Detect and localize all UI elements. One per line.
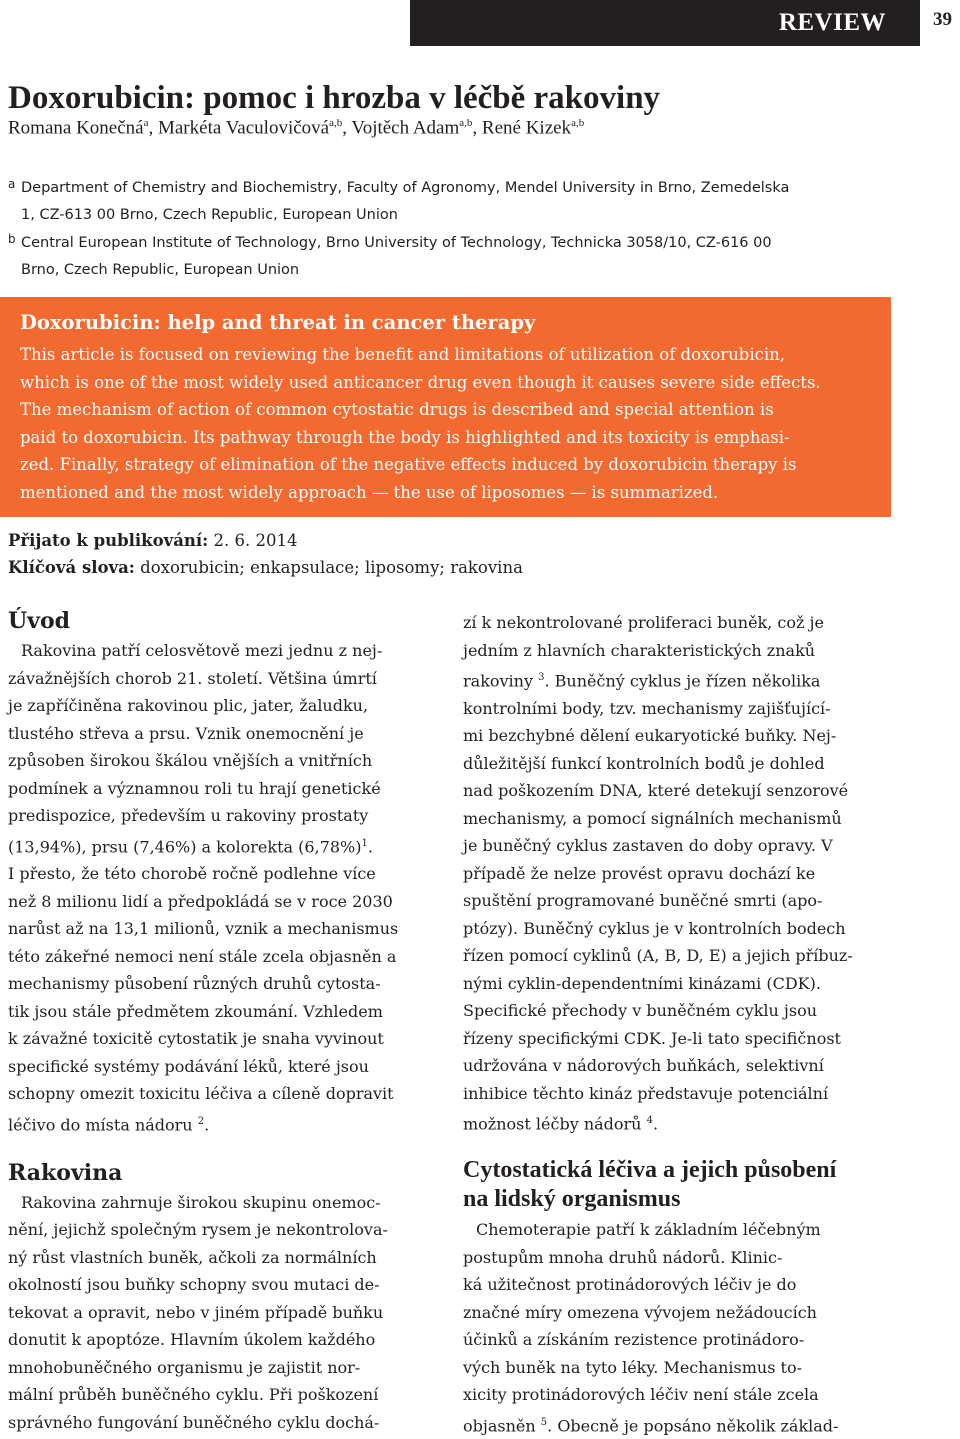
body-line: způsoben širokou škálou vnějších a vnitřních (8, 751, 373, 770)
body-line: řízen pomocí cyklinů (A, B, D, E) a jejich příbuz- (463, 946, 853, 966)
accepted-label: Přijato k publikování: (8, 531, 209, 550)
abstract-line: paid to doxorubicin. Its pathway through the body is highlighted and its toxicity is emphasi- (20, 427, 790, 447)
body-line: inhibice těchto kináz představuje potenciální (463, 1083, 829, 1103)
citation-ref: 5 (540, 1416, 548, 1428)
body-line: jedním z hlavních charakteristických znaků (463, 640, 816, 660)
body-line: značné míry omezena vývojem nežádoucích (463, 1302, 817, 1322)
author-affiliation-mark: a,b (571, 117, 585, 129)
author-name: Romana Konečná (8, 117, 144, 139)
body-line: (13,94%), prsu (7,46%) a kolorekta (6,78%) (8, 836, 362, 856)
author-affiliation-mark: a,b (459, 117, 473, 129)
section-heading-cytostatika (463, 1156, 891, 1214)
section-header-bar (410, 0, 920, 46)
body-line: vých buněk na tyto léky. Mechanismus to- (463, 1357, 802, 1377)
body-line: je buněčný cyklus zastaven do doby opravy. V (463, 836, 833, 856)
body-line: nými cyklin-dependentními kinázami (CDK). (463, 973, 821, 993)
body-line: tlustého střeva a prsu. Vznik onemocnění je (8, 723, 364, 743)
body-line: podmínek a významnou roli tu hrají genetické (8, 778, 381, 798)
body-line: mi bezchybné dělení eukaryotické buňky. Nej- (463, 726, 837, 746)
body-line: správného fungování buněčného cyklu dochá- (8, 1412, 380, 1432)
body-line: účinků a získáním rezistence protinádoro- (463, 1330, 805, 1350)
body-line: donutit k apoptóze. Hlavním úkolem každého (8, 1330, 376, 1350)
body-line: rakoviny (463, 671, 534, 691)
body-line: tekovat a opravit, nebo v jiném případě buňku (8, 1302, 384, 1322)
section-heading-rakovina: Rakovina (8, 1159, 123, 1186)
citation-ref: 1 (361, 837, 368, 849)
body-text-tail: . (204, 1115, 210, 1135)
author-list: Romana Konečná$^a$, Markéta Vaculovičová$^{a,b}$, Vojtěch Adam$^{a,b}$, René Kizek$^{a,b}$ (8, 117, 585, 139)
accepted-date: 2. 6. 2014 (213, 531, 298, 550)
body-line: ptózy). Buněčný cyklus je v kontrolních bodech (463, 918, 846, 938)
body-line: I přesto, že této chorobě ročně podlehne více (8, 864, 376, 884)
affiliation-line: Central European Institute of Technology, Brno University of Technology, Technicka 3058/10, CZ-616 00 (21, 235, 772, 251)
body-line: řízeny specifickými CDK. Je-li tato specifičnost (463, 1028, 841, 1048)
abstract-line: The mechanism of action of common cytostatic drugs is described and special attention is (20, 400, 774, 419)
body-line: specifické systémy podávání léků, které jsou (8, 1056, 369, 1076)
affiliation-line: 1, CZ-613 00 Brno, Czech Republic, European Union (21, 207, 398, 223)
accepted-date-line (8, 531, 297, 550)
body-text-tail: . Buněčný cyklus je řízen několika (544, 671, 821, 691)
body-line-with-ref (8, 830, 436, 861)
affiliation-line: Brno, Czech Republic, European Union (21, 262, 300, 278)
body-line: okolností jsou buňky schopny svou mutaci de- (8, 1275, 380, 1295)
keywords-label: Klíčová slova: (8, 558, 135, 577)
author-affiliation-mark: a,b (329, 117, 343, 129)
citation-ref: 3 (538, 672, 545, 683)
body-line: Specifické přechody v buněčném cyklu jsou (463, 1001, 818, 1021)
page-number: 39 (933, 9, 952, 30)
body-line: mechanismy působení různých druhů cytosta- (8, 974, 381, 994)
body-line-with-ref (463, 1409, 891, 1439)
body-line: Chemoterapie patří k základním léčebným (476, 1220, 821, 1240)
body-line: důležitější funkcí kontrolních bodů je dohled (463, 753, 825, 773)
body-line: tik jsou stále předmětem zkoumání. Vzhledem (8, 1001, 383, 1021)
body-line: kontrolními body, tzv. mechanismy zajišťující- (463, 698, 831, 718)
citation-ref: 4 (646, 1115, 653, 1127)
body-text-tail: . (367, 836, 373, 856)
citation-ref: 2 (197, 1115, 205, 1127)
body-line: predispozice, především u rakoviny prostaty (8, 806, 369, 825)
body-line: léčivo do místa nádoru (8, 1115, 193, 1135)
body-line: je zapříčiněna rakovinou plic, jater, žaludku, (8, 696, 369, 715)
body-line: než 8 milionu lidí a předpokládá se v roce 2030 (8, 891, 393, 911)
body-line: narůst až na 13,1 milionů, vznik a mechanismus (8, 919, 399, 939)
abstract-line: This article is focused on reviewing the benefit and limitations of utilization of doxorubicin, (20, 345, 786, 364)
body-line: schopny omezit toxicitu léčiva a cíleně dopravit (8, 1084, 394, 1104)
section-heading-line: Cytostatická léčiva a jejich působení (463, 1157, 837, 1184)
keywords-line (8, 558, 523, 577)
body-line: závažnějších chorob 21. století. Většina úmrtí (8, 668, 377, 688)
body-line: nění, jejichž společným rysem je nekontrolova- (8, 1220, 388, 1240)
body-text-tail: . (652, 1114, 659, 1134)
abstract-box (0, 297, 891, 517)
left-column (8, 605, 436, 1436)
body-line: spuštění programované buněčné smrti (apo- (463, 891, 823, 911)
body-line: ný růst vlastních buněk, ačkoli za normálních (8, 1247, 377, 1267)
affiliation-b (8, 226, 908, 284)
body-line: xicity protinádorových léčiv není stále zcela (463, 1385, 819, 1405)
affiliation-mark: b (8, 232, 16, 246)
body-line: Rakovina zahrnuje širokou skupinu onemoc- (21, 1192, 381, 1212)
body-line-with-ref (463, 664, 891, 695)
author-name: Markéta Vaculovičová (157, 117, 330, 139)
article-title: Doxorubicin: pomoc i hrozba v léčbě rakoviny (8, 80, 661, 116)
body-line: objasněn (463, 1415, 536, 1435)
body-line: mnohobuněčného organismu je zajistit nor- (8, 1357, 361, 1377)
body-line: zí k nekontrolované proliferaci buněk, což je (463, 613, 824, 632)
body-line-with-ref (463, 1107, 891, 1138)
body-line: možnost léčby nádorů (463, 1114, 642, 1134)
section-label: REVIEW (778, 9, 886, 36)
body-line: mální průběh buněčného cyklu. Při poškození (8, 1385, 379, 1405)
author-name: Vojtěch Adam (351, 117, 460, 139)
body-line: nad poškozením DNA, které detekují senzorové (463, 781, 849, 801)
right-column (463, 605, 891, 1439)
body-text-tail: . Obecně je popsáno několik základ- (547, 1415, 839, 1435)
section-heading-uvod: Úvod (8, 608, 71, 634)
body-line: postupům mnoha druhů nádorů. Klinic- (463, 1247, 783, 1267)
affiliation-a (8, 171, 908, 229)
body-line: k závažné toxicitě cytostatik je snaha vyvinout (8, 1029, 384, 1049)
abstract-line: which is one of the most widely used anticancer drug even though it causes severe side effects. (20, 372, 821, 392)
keywords: doxorubicin; enkapsulace; liposomy; rakovina (140, 558, 523, 577)
body-line: udržována v nádorových buňkách, selektivní (463, 1056, 824, 1076)
abstract-line: zed. Finally, strategy of elimination of the negative effects induced by doxorubicin therapy is (20, 455, 797, 474)
author-affiliation-mark: a (143, 117, 149, 129)
abstract-line: mentioned and the most widely approach — the use of liposomes — is summarized. (20, 482, 719, 502)
abstract-title: Doxorubicin: help and threat in cancer therapy (20, 311, 536, 334)
body-line: této zákeřné nemoci není stále zcela objasněn a (8, 946, 397, 966)
body-line-with-ref (8, 1108, 436, 1139)
body-line: ká užitečnost protinádorových léčiv je do (463, 1275, 797, 1295)
body-line: případě že nelze provést opravu dochází ke (463, 863, 816, 883)
author-name: René Kizek (481, 117, 572, 139)
body-line: Rakovina patří celosvětově mezi jednu z nej- (21, 641, 383, 660)
section-heading-line: na lidský organismus (463, 1186, 681, 1213)
affiliation-line: Department of Chemistry and Biochemistry, Faculty of Agronomy, Mendel University in Brno, Zemedelska (21, 180, 790, 196)
affiliation-mark: a (8, 177, 16, 191)
body-line: mechanismy, a pomocí signálních mechanismů (463, 808, 842, 828)
